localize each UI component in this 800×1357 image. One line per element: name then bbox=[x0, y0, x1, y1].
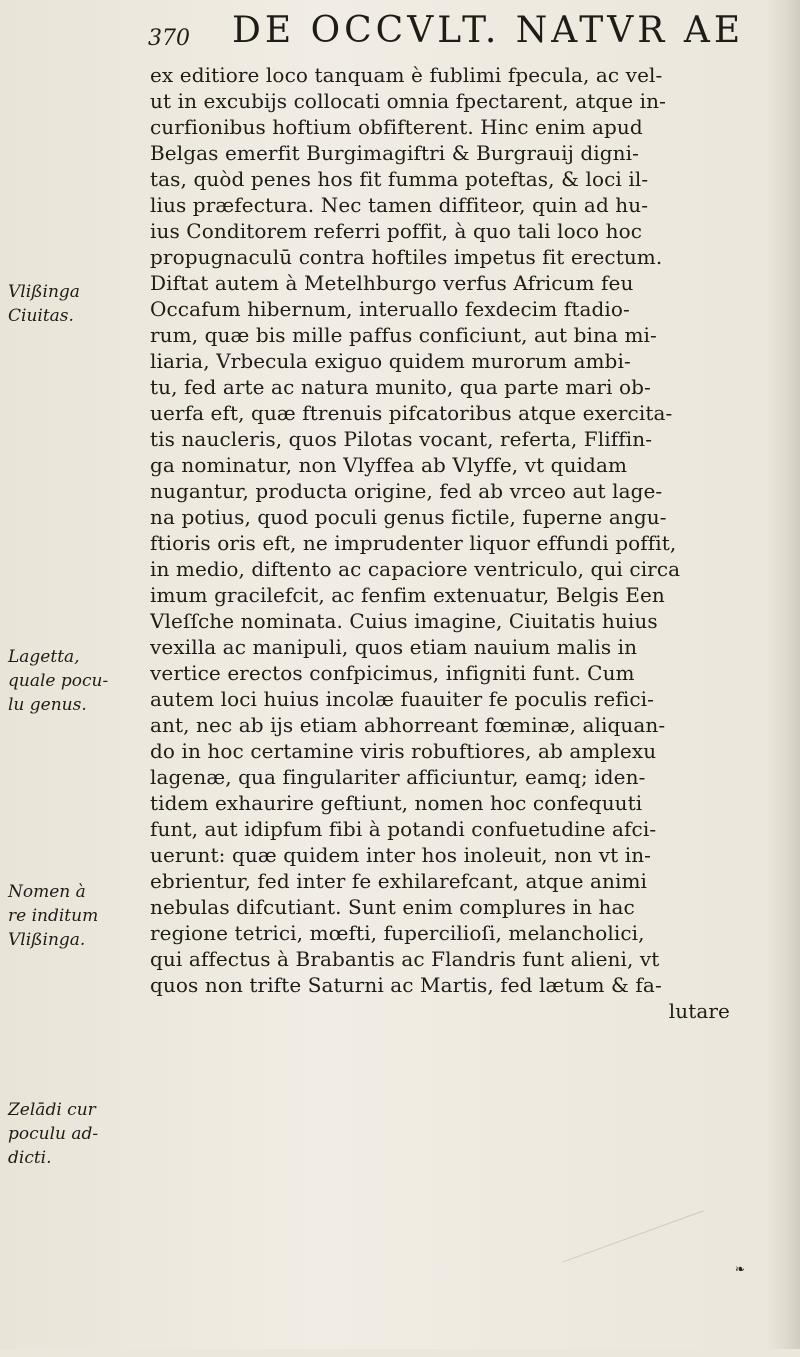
margin-note-lagetta: Lagetta, quale pocu- lu genus. bbox=[8, 647, 109, 715]
text-line: imum gracilefcit, ac fenfim extenuatur, Belgis Een bbox=[150, 583, 665, 607]
text-line: qui affectus à Brabantis ac Flandris funt alieni, vt bbox=[150, 947, 660, 971]
body-text bbox=[150, 62, 770, 1024]
text-line: vertice erectos confpicimus, infigniti funt. Cum bbox=[150, 661, 635, 685]
text-line: funt, aut idipfum fibi à potandi confuetudine afci- bbox=[150, 817, 657, 841]
running-title: DE OCCVLT. NATVR AE bbox=[232, 10, 745, 51]
paper-fold-mark bbox=[562, 1210, 737, 1356]
text-line: Belgas emerfit Burgimagiftri & Burgrauij digni- bbox=[150, 141, 640, 165]
text-line: nebulas difcutiant. Sunt enim complures in hac bbox=[150, 895, 635, 919]
page-ornament: ❧ bbox=[734, 1262, 745, 1276]
text-line: ga nominatur, non Vlyffea ab Vlyffe, vt quidam bbox=[150, 453, 628, 477]
text-line: Diftat autem à Metelhburgo verfus Africum feu bbox=[150, 271, 634, 295]
margin-note-zeladi: Zelādi cur poculu ad- dicti. bbox=[8, 1100, 99, 1168]
text-line: ant, nec ab ijs etiam abhorreant fœminæ, aliquan- bbox=[150, 713, 666, 737]
text-line: do in hoc certamine viris robuftiores, ab amplexu bbox=[150, 739, 657, 763]
text-line: lius præfectura. Nec tamen diffiteor, quin ad hu- bbox=[150, 193, 649, 217]
text-line: tidem exhaurire geftiunt, nomen hoc confequuti bbox=[150, 791, 643, 815]
text-line: vexilla ac manipuli, quos etiam nauium malis in bbox=[150, 635, 638, 659]
text-line: lutare bbox=[668, 999, 730, 1023]
page-edge-shadow bbox=[766, 0, 800, 1349]
text-line: ftioris oris eft, ne imprudenter liquor effundi poffit, bbox=[150, 531, 677, 555]
margin-notes bbox=[0, 0, 150, 1349]
text-line: uerunt: quæ quidem inter hos inoleuit, non vt in- bbox=[150, 843, 652, 867]
page-number: 370 bbox=[148, 26, 190, 51]
margin-note-vlissinga: Vlißinga Ciuitas. bbox=[8, 282, 80, 326]
text-line: ius Conditorem referri poffit, à quo tali loco hoc bbox=[150, 219, 643, 243]
text-line: quos non trifte Saturni ac Martis, fed lætum & fa- bbox=[150, 973, 662, 997]
text-line: in medio, diftento ac capaciore ventriculo, qui circa bbox=[150, 557, 681, 581]
text-line: tas, quòd penes hos fit fumma poteftas, & loci il- bbox=[150, 167, 649, 191]
text-line: nugantur, producta origine, fed ab vrceo aut lage- bbox=[150, 479, 663, 503]
text-line: lagenæ, qua fingulariter afficiuntur, eamq; iden- bbox=[150, 765, 646, 789]
text-line: curfionibus hoftium obfifterent. Hinc enim apud bbox=[150, 115, 643, 139]
text-line: rum, quæ bis mille paffus conficiunt, aut bina mi- bbox=[150, 323, 657, 347]
text-line: ex editiore loco tanquam è fublimi fpecula, ac vel- bbox=[150, 63, 663, 87]
margin-note-nomen: Nomen à re inditum Vlißinga. bbox=[8, 882, 99, 950]
text-line: ut in excubijs collocati omnia fpectarent, atque in- bbox=[150, 89, 666, 113]
text-line: na potius, quod poculi genus fictile, fuperne angu- bbox=[150, 505, 667, 529]
text-line: tu, fed arte ac natura munito, qua parte mari ob- bbox=[150, 375, 651, 399]
text-line: autem loci huius incolæ fuauiter fe poculis refici- bbox=[150, 687, 654, 711]
text-line: tis naucleris, quos Pilotas vocant, referta, Fliffin- bbox=[150, 427, 653, 451]
text-line: ebrientur, fed inter fe exhilarefcant, atque animi bbox=[150, 869, 648, 893]
text-line: uerfa eft, quæ ftrenuis pifcatoribus atque exercita- bbox=[150, 401, 673, 425]
text-line: regione tetrici, mœfti, fupercilioſi, melancholici, bbox=[150, 921, 645, 945]
text-line: liaria, Vrbecula exiguo quidem murorum ambi- bbox=[150, 349, 631, 373]
running-head bbox=[148, 10, 745, 56]
text-line: propugnaculū contra hoftiles impetus fit erectum. bbox=[150, 245, 663, 269]
text-line: Occafum hibernum, interuallo fexdecim ftadio- bbox=[150, 297, 630, 321]
text-line: Vleſſche nominata. Cuius imagine, Ciuitatis huius bbox=[150, 609, 658, 633]
